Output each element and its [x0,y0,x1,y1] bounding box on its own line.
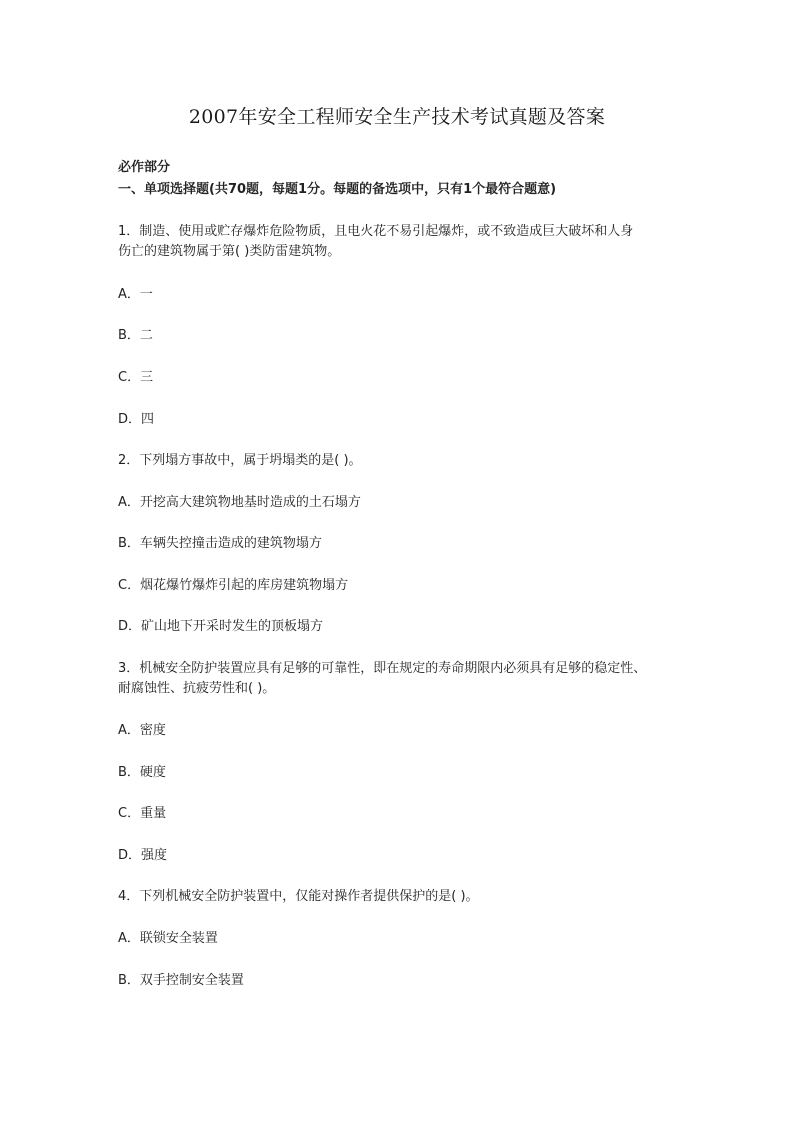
section-heading: 一、单项选择题(共70题，每题1分。每题的备选项中，只有1个最符合题意) [118,182,557,197]
question-2-option-c: C．烟花爆竹爆炸引起的库房建筑物塌方 [118,578,349,593]
question-1-option-a: A．一 [118,287,153,302]
question-1-line-1: 1．制造、使用或贮存爆炸危险物质，且电火花不易引起爆炸，或不致造成巨大破坏和人身 [118,224,634,239]
question-4-option-a: A．联锁安全装置 [118,931,218,946]
section-label: 必作部分 [118,160,171,175]
question-3-line-1: 3．机械安全防护装置应具有足够的可靠性，即在规定的寿命期限内必须具有足够的稳定性、 [118,661,647,676]
question-2-option-b: B．车辆失控撞击造成的建筑物塌方 [118,536,322,551]
question-3-option-c: C．重量 [118,806,167,821]
document-title: 2007年安全工程师安全生产技术考试真题及答案 [188,106,606,128]
question-3-option-d: D．强度 [118,848,168,863]
question-1-option-b: B．二 [118,328,153,343]
question-1-option-d: D．四 [118,412,155,427]
question-2-line-1: 2．下列塌方事故中，属于坍塌类的是( )。 [118,453,362,468]
question-3-line-2: 耐腐蚀性、抗疲劳性和( )。 [118,681,276,696]
question-2-option-a: A．开挖高大建筑物地基时造成的土石塌方 [118,495,361,510]
question-4-option-b: B．双手控制安全装置 [118,973,244,988]
question-4-line-1: 4．下列机械安全防护装置中，仅能对操作者提供保护的是( )。 [118,889,479,904]
question-2-option-d: D．矿山地下开采时发生的顶板塌方 [118,619,324,634]
question-1-option-c: C．三 [118,370,154,385]
question-1-line-2: 伤亡的建筑物属于第( )类防雷建筑物。 [118,244,341,259]
question-3-option-a: A．密度 [118,723,166,738]
question-3-option-b: B．硬度 [118,765,166,780]
